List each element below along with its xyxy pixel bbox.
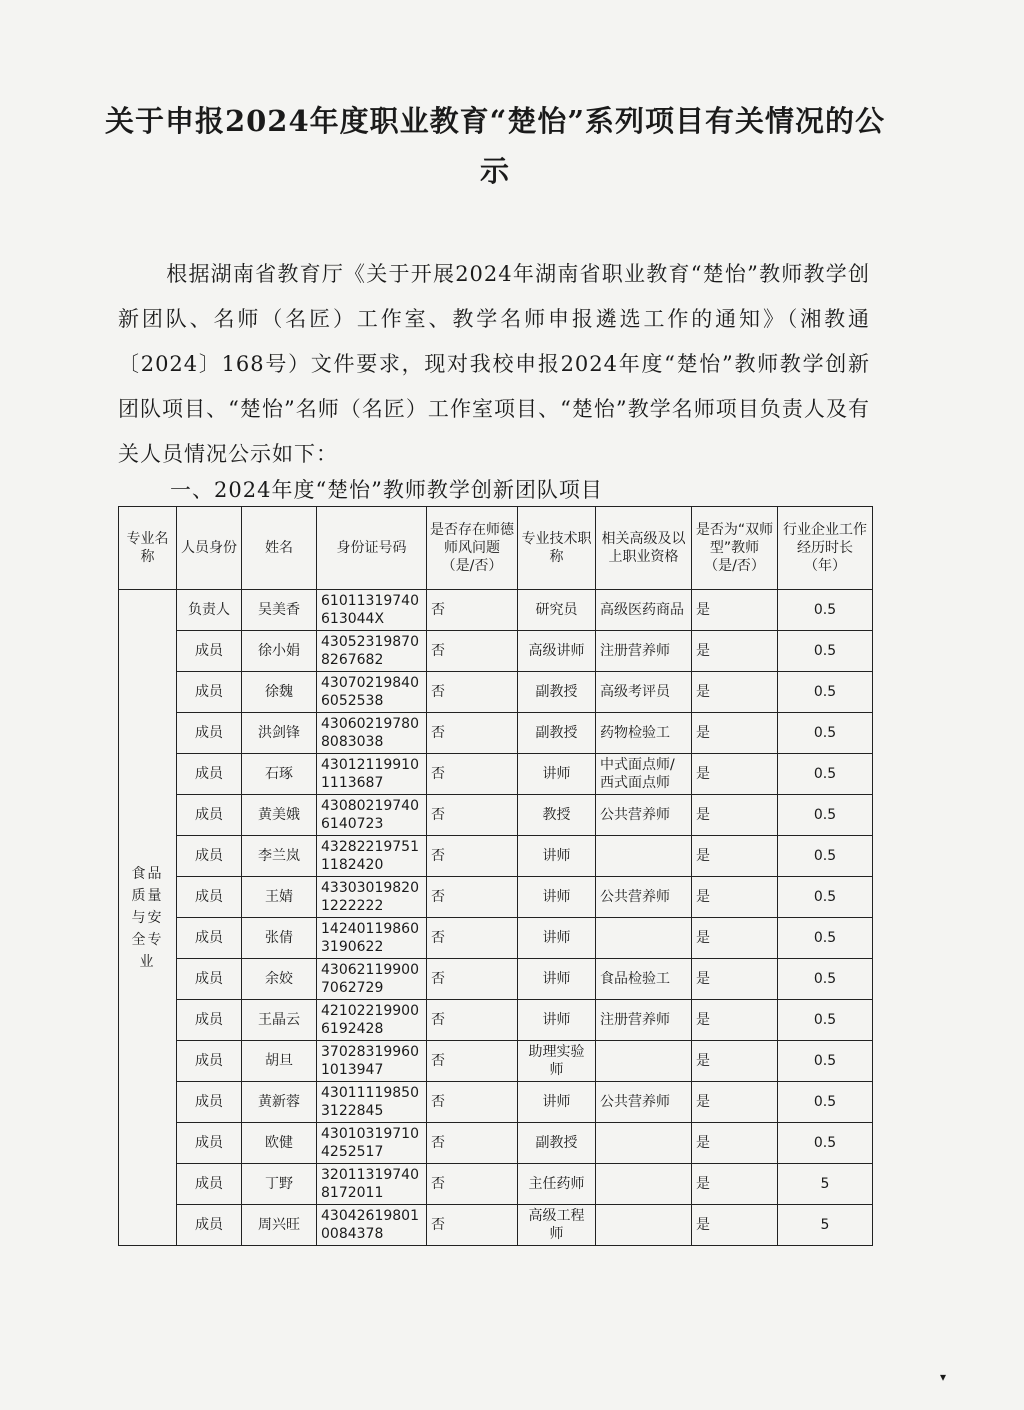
industry-years-cell: 5 xyxy=(778,1164,873,1205)
ethics-cell: 否 xyxy=(427,1205,518,1246)
role-cell: 负责人 xyxy=(177,590,242,631)
qualification-cell xyxy=(596,1164,692,1205)
name-cell: 王晶云 xyxy=(242,1000,317,1041)
table-row xyxy=(119,672,873,713)
id-number-cell: 320113197408172011 xyxy=(317,1164,427,1205)
ethics-cell: 否 xyxy=(427,754,518,795)
id-number-cell: 370283199601013947 xyxy=(317,1041,427,1082)
professional-title-cell: 副教授 xyxy=(518,713,596,754)
ethics-cell: 否 xyxy=(427,836,518,877)
dual-teacher-cell: 是 xyxy=(692,1000,778,1041)
ethics-cell: 否 xyxy=(427,918,518,959)
table-row xyxy=(119,1164,873,1205)
industry-years-cell: 0.5 xyxy=(778,713,873,754)
qualification-cell xyxy=(596,1041,692,1082)
qualification-cell xyxy=(596,918,692,959)
professional-title-cell: 讲师 xyxy=(518,959,596,1000)
paragraph-text: 根据湖南省教育厅《关于开展2024年湖南省职业教育“楚怡”教师教学创新团队、名师（名匠）工作室、教学名师申报遴选工作的通知》（湘教通〔2024〕168号）文件要求，现对我校申报2024年度“楚怡”教师教学创新团队项目、“楚怡”名师（名匠）工作室项目、“楚怡”教学名师项目负责人及有关人员情况公示如下： xyxy=(118,262,870,466)
name-cell: 黄美娥 xyxy=(242,795,317,836)
industry-years-cell: 0.5 xyxy=(778,1041,873,1082)
dual-teacher-cell: 是 xyxy=(692,1205,778,1246)
ethics-cell: 否 xyxy=(427,877,518,918)
dual-teacher-cell: 是 xyxy=(692,1123,778,1164)
professional-title-cell: 讲师 xyxy=(518,1082,596,1123)
body-paragraph xyxy=(118,252,870,477)
ethics-cell: 否 xyxy=(427,1000,518,1041)
table-row xyxy=(119,713,873,754)
table-row xyxy=(119,918,873,959)
table-row xyxy=(119,1041,873,1082)
dual-teacher-cell: 是 xyxy=(692,959,778,1000)
name-cell: 李兰岚 xyxy=(242,836,317,877)
id-number-cell: 430111198503122845 xyxy=(317,1082,427,1123)
name-cell: 徐魏 xyxy=(242,672,317,713)
professional-title-cell: 讲师 xyxy=(518,918,596,959)
role-cell: 成员 xyxy=(177,1082,242,1123)
name-cell: 洪剑锋 xyxy=(242,713,317,754)
ethics-cell: 否 xyxy=(427,1082,518,1123)
industry-years-cell: 0.5 xyxy=(778,918,873,959)
industry-years-cell: 0.5 xyxy=(778,877,873,918)
header-role: 人员身份 xyxy=(177,507,242,590)
professional-title-cell: 讲师 xyxy=(518,877,596,918)
qualification-cell: 中式面点师/西式面点师 xyxy=(596,754,692,795)
id-number-cell: 430103197104252517 xyxy=(317,1123,427,1164)
header-ethics-issue: 是否存在师德师风问题（是/否） xyxy=(427,507,518,590)
qualification-cell: 注册营养师 xyxy=(596,631,692,672)
dual-teacher-cell: 是 xyxy=(692,713,778,754)
professional-title-cell: 副教授 xyxy=(518,672,596,713)
dual-teacher-cell: 是 xyxy=(692,1082,778,1123)
id-number-cell: 430621199007062729 xyxy=(317,959,427,1000)
ethics-cell: 否 xyxy=(427,1164,518,1205)
ethics-cell: 否 xyxy=(427,1123,518,1164)
qualification-cell: 公共营养师 xyxy=(596,1082,692,1123)
team-roster-table xyxy=(118,506,873,1246)
professional-title-cell: 研究员 xyxy=(518,590,596,631)
table-row xyxy=(119,631,873,672)
name-cell: 丁野 xyxy=(242,1164,317,1205)
name-cell: 胡旦 xyxy=(242,1041,317,1082)
table-header-row xyxy=(119,507,873,590)
table-row xyxy=(119,795,873,836)
qualification-cell: 高级医药商品 xyxy=(596,590,692,631)
table-row xyxy=(119,590,873,631)
header-dual-teacher: 是否为“双师型”教师（是/否） xyxy=(692,507,778,590)
id-number-cell: 430702198406052538 xyxy=(317,672,427,713)
header-id-number: 身份证号码 xyxy=(317,507,427,590)
header-industry-years: 行业企业工作经历时长（年） xyxy=(778,507,873,590)
table-row xyxy=(119,959,873,1000)
qualification-cell: 药物检验工 xyxy=(596,713,692,754)
ethics-cell: 否 xyxy=(427,631,518,672)
industry-years-cell: 0.5 xyxy=(778,795,873,836)
name-cell: 徐小娟 xyxy=(242,631,317,672)
qualification-cell: 高级考评员 xyxy=(596,672,692,713)
table-row xyxy=(119,754,873,795)
ethics-cell: 否 xyxy=(427,590,518,631)
id-number-cell: 430802197406140723 xyxy=(317,795,427,836)
industry-years-cell: 0.5 xyxy=(778,754,873,795)
industry-years-cell: 0.5 xyxy=(778,1123,873,1164)
industry-years-cell: 0.5 xyxy=(778,959,873,1000)
qualification-cell: 公共营养师 xyxy=(596,877,692,918)
professional-title-cell: 讲师 xyxy=(518,1000,596,1041)
header-professional-title: 专业技术职称 xyxy=(518,507,596,590)
role-cell: 成员 xyxy=(177,1041,242,1082)
industry-years-cell: 0.5 xyxy=(778,672,873,713)
ethics-cell: 否 xyxy=(427,1041,518,1082)
id-number-cell: 430426198010084378 xyxy=(317,1205,427,1246)
industry-years-cell: 0.5 xyxy=(778,631,873,672)
table-row xyxy=(119,1123,873,1164)
header-major: 专业名称 xyxy=(119,507,177,590)
dual-teacher-cell: 是 xyxy=(692,1041,778,1082)
ethics-cell: 否 xyxy=(427,672,518,713)
qualification-cell xyxy=(596,1123,692,1164)
major-cell xyxy=(119,590,177,1246)
qualification-cell: 食品检验工 xyxy=(596,959,692,1000)
professional-title-cell: 教授 xyxy=(518,795,596,836)
name-cell: 吴美香 xyxy=(242,590,317,631)
id-number-cell: 433030198201222222 xyxy=(317,877,427,918)
industry-years-cell: 5 xyxy=(778,1205,873,1246)
qualification-cell: 注册营养师 xyxy=(596,1000,692,1041)
table-body xyxy=(119,590,873,1246)
role-cell: 成员 xyxy=(177,754,242,795)
ethics-cell: 否 xyxy=(427,959,518,1000)
professional-title-cell: 讲师 xyxy=(518,836,596,877)
professional-title-cell: 高级讲师 xyxy=(518,631,596,672)
table-row xyxy=(119,877,873,918)
dual-teacher-cell: 是 xyxy=(692,754,778,795)
role-cell: 成员 xyxy=(177,713,242,754)
id-number-cell: 430121199101113687 xyxy=(317,754,427,795)
professional-title-cell: 主任药师 xyxy=(518,1164,596,1205)
dual-teacher-cell: 是 xyxy=(692,631,778,672)
table-row xyxy=(119,1205,873,1246)
page-mark: ▾ xyxy=(940,1370,947,1384)
qualification-cell: 公共营养师 xyxy=(596,795,692,836)
id-number-cell: 432822197511182420 xyxy=(317,836,427,877)
section-heading: 一、2024年度“楚怡”教师教学创新团队项目 xyxy=(170,478,603,502)
ethics-cell: 否 xyxy=(427,795,518,836)
header-qualification: 相关高级及以上职业资格 xyxy=(596,507,692,590)
professional-title-cell: 副教授 xyxy=(518,1123,596,1164)
role-cell: 成员 xyxy=(177,795,242,836)
role-cell: 成员 xyxy=(177,631,242,672)
dual-teacher-cell: 是 xyxy=(692,877,778,918)
industry-years-cell: 0.5 xyxy=(778,836,873,877)
id-number-cell: 142401198603190622 xyxy=(317,918,427,959)
name-cell: 黄新蓉 xyxy=(242,1082,317,1123)
header-name: 姓名 xyxy=(242,507,317,590)
table-row xyxy=(119,1082,873,1123)
professional-title-cell: 高级工程师 xyxy=(518,1205,596,1246)
name-cell: 王婧 xyxy=(242,877,317,918)
role-cell: 成员 xyxy=(177,959,242,1000)
professional-title-cell: 讲师 xyxy=(518,754,596,795)
name-cell: 石琢 xyxy=(242,754,317,795)
id-number-cell: 430523198708267682 xyxy=(317,631,427,672)
ethics-cell: 否 xyxy=(427,713,518,754)
dual-teacher-cell: 是 xyxy=(692,918,778,959)
dual-teacher-cell: 是 xyxy=(692,795,778,836)
dual-teacher-cell: 是 xyxy=(692,672,778,713)
table-row xyxy=(119,1000,873,1041)
industry-years-cell: 0.5 xyxy=(778,590,873,631)
table-row xyxy=(119,836,873,877)
role-cell: 成员 xyxy=(177,836,242,877)
name-cell: 余姣 xyxy=(242,959,317,1000)
role-cell: 成员 xyxy=(177,672,242,713)
id-number-cell: 421022199006192428 xyxy=(317,1000,427,1041)
id-number-cell: 430602197808083038 xyxy=(317,713,427,754)
industry-years-cell: 0.5 xyxy=(778,1082,873,1123)
name-cell: 欧健 xyxy=(242,1123,317,1164)
role-cell: 成员 xyxy=(177,1164,242,1205)
document-title: 关于申报2024年度职业教育“楚怡”系列项目有关情况的公示 xyxy=(104,104,886,188)
professional-title-cell: 助理实验师 xyxy=(518,1041,596,1082)
name-cell: 周兴旺 xyxy=(242,1205,317,1246)
role-cell: 成员 xyxy=(177,1205,242,1246)
dual-teacher-cell: 是 xyxy=(692,1164,778,1205)
name-cell: 张倩 xyxy=(242,918,317,959)
qualification-cell xyxy=(596,836,692,877)
major-label: 食品质量与安全专业 xyxy=(131,865,164,970)
qualification-cell xyxy=(596,1205,692,1246)
dual-teacher-cell: 是 xyxy=(692,836,778,877)
id-number-cell: 61011319740613044X xyxy=(317,590,427,631)
industry-years-cell: 0.5 xyxy=(778,1000,873,1041)
role-cell: 成员 xyxy=(177,1123,242,1164)
role-cell: 成员 xyxy=(177,877,242,918)
dual-teacher-cell: 是 xyxy=(692,590,778,631)
role-cell: 成员 xyxy=(177,1000,242,1041)
role-cell: 成员 xyxy=(177,918,242,959)
